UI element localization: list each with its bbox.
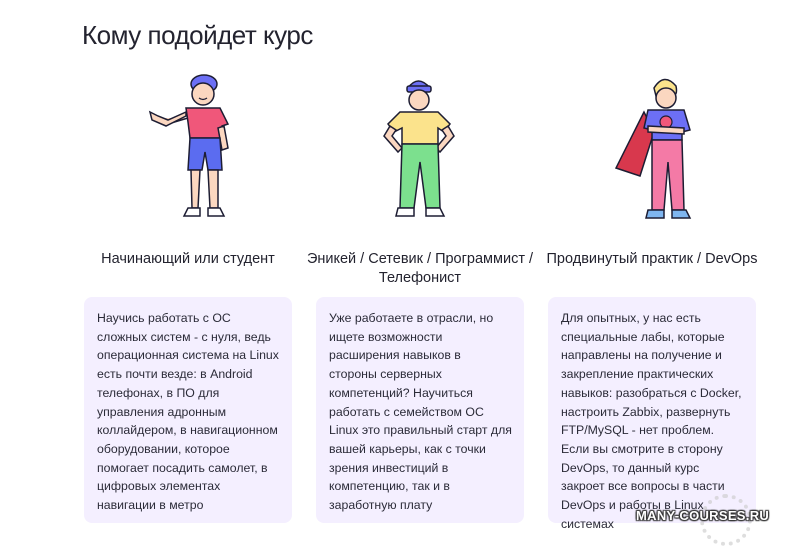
engineer-person-icon [358,72,478,228]
beginner-person-icon [128,72,248,228]
audience-title-engineer: Эникей / Сетевик / Программист / Телефонист [306,251,534,286]
superhero-person-illustration [596,72,716,228]
audience-card-devops [548,297,756,531]
watermark-text: MANY-COURSES.RU [636,508,770,523]
superhero-person-icon [596,72,716,228]
audience-card-beginner [84,297,292,523]
audience-card-engineer [316,297,524,523]
audience-description: Для опытных, у нас есть специальные лабы, которые направлены на получение и закрепление практических навыков: разобраться с Docker, настроить Zabbix, развернуть FTP/MySQL - нет проблем. Если вы смотрите в сторону DevOps, то данный курс закроет все вопросы в части DevOps и работы в Linux системах [561,311,742,531]
engineer-person-illustration [358,72,478,228]
beginner-person-illustration [128,72,248,228]
audience-description: Научись работать с ОС сложных систем - с нуля, ведь операционная система на Linux есть почти везде: в Android телефонах, в ПО для управления адронным коллайдером, в навигационном оборудовании, которое помогает посадить самолет, в цифровых элементах навигации в метро [97,311,279,513]
audience-title-beginner: Начинающий или студент [101,251,275,267]
audience-title-devops: Продвинутый практик / DevOps [546,251,758,267]
audience-description: Уже работаете в отрасли, но ищете возможности расширения навыков в стороны серверных компетенций? Научиться работать с семейством ОС Linux это правильный старт для вашей карьеры, как с точки зрения инвестиций в компетенцию, так и в заработную плату [329,311,512,513]
section-title: Кому подойдет курс [82,20,313,50]
